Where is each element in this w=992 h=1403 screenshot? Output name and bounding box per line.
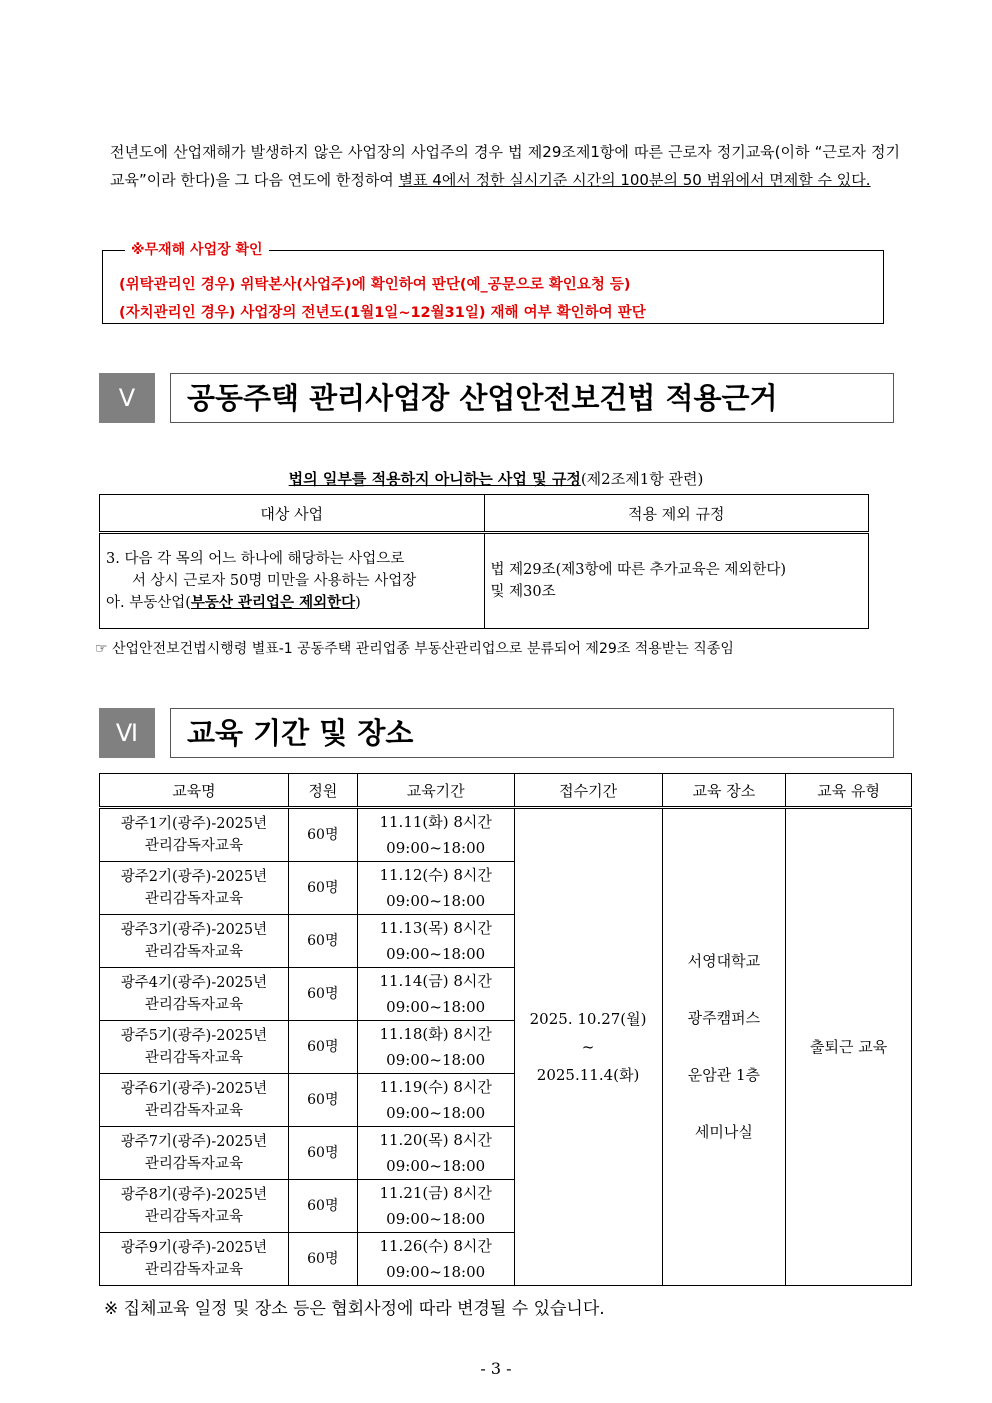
reception-end: 2025.11.4(화): [536, 1066, 640, 1084]
header-period: 교육기간: [357, 774, 514, 808]
period-time: 09:00~18:00: [386, 1051, 486, 1069]
course-name: [100, 1021, 289, 1074]
header-place: 교육 장소: [662, 774, 786, 808]
header-type: 교육 유형: [786, 774, 912, 808]
period-date: 11.14(금) 8시간: [379, 972, 492, 990]
period: [357, 915, 514, 968]
course-name-line-2: 관리감독자교육: [144, 1156, 243, 1172]
period: [357, 1127, 514, 1180]
course-name-line-2: 관리감독자교육: [144, 944, 243, 960]
course-name-line-1: 광주9기(광주)-2025년: [120, 1240, 268, 1256]
period-time: 09:00~18:00: [386, 1263, 486, 1281]
period: [357, 862, 514, 915]
course-name-line-2: 관리감독자교육: [144, 1262, 243, 1278]
course-name-line-1: 광주5기(광주)-2025년: [120, 1028, 268, 1044]
business-line-2: 서 상시 근로자 50명 미만을 사용하는 사업장: [132, 573, 417, 589]
course-name-line-1: 광주8기(광주)-2025년: [120, 1187, 268, 1203]
course-name: [100, 808, 289, 862]
period-date: 11.19(수) 8시간: [379, 1078, 492, 1096]
schedule-header-row: [100, 774, 912, 808]
period-time: 09:00~18:00: [386, 1157, 486, 1175]
period-time: 09:00~18:00: [386, 892, 486, 910]
course-name: [100, 1180, 289, 1233]
business-line-1: 3. 다음 각 목의 어느 하나에 해당하는 사업으로: [106, 551, 405, 567]
course-name-line-1: 광주6기(광주)-2025년: [120, 1081, 268, 1097]
capacity: 60명: [288, 862, 357, 915]
capacity: 60명: [288, 808, 357, 862]
education-place: [662, 808, 786, 1286]
course-name-line-1: 광주3기(광주)-2025년: [120, 922, 268, 938]
law-table-row: [100, 533, 869, 629]
section-5-title: 공동주택 관리사업장 산업안전보건법 적용근거: [170, 373, 894, 423]
accident-free-check-box: [102, 242, 884, 324]
law-table-header-row: [100, 495, 869, 533]
course-name-line-2: 관리감독자교육: [144, 1209, 243, 1225]
exemption-text: 전년도에 산업재해가 발생하지 않은 사업장의 사업주의 경우 법 제29조제1항에 따른 근로자 정기교육(이하 “근로자 정기교육”이라 한다)을 그 다음 연도에 한정하여: [110, 143, 900, 189]
reference-note: ☞ 산업안전보건법시행령 별표-1 공동주택 관리업종 부동산관리업으로 분류되어 제29조 적용받는 직종임: [95, 641, 734, 657]
capacity: 60명: [288, 1021, 357, 1074]
business-line-3-prefix: 아. 부동산업(: [106, 595, 191, 611]
period-date: 11.13(목) 8시간: [379, 919, 492, 937]
header-course-name: 교육명: [100, 774, 289, 808]
period-date: 11.20(목) 8시간: [379, 1131, 492, 1149]
period-date: 11.26(수) 8시간: [379, 1237, 492, 1255]
schedule-table: [99, 773, 912, 1286]
course-name-line-1: 광주2기(광주)-2025년: [120, 869, 268, 885]
capacity: 60명: [288, 1233, 357, 1286]
law-table-header-business: 대상 사업: [100, 495, 485, 533]
capacity: 60명: [288, 1074, 357, 1127]
course-name-line-2: 관리감독자교육: [144, 891, 243, 907]
law-exemption-table: [99, 494, 869, 629]
header-reception: 접수기간: [514, 774, 662, 808]
reception-separator: ~: [581, 1038, 595, 1056]
course-name-line-2: 관리감독자교육: [144, 997, 243, 1013]
schedule-footnote: ※ 집체교육 일정 및 장소 등은 협회사정에 따라 변경될 수 있습니다.: [104, 1299, 605, 1319]
period-date: 11.18(화) 8시간: [379, 1025, 492, 1043]
law-table-exclusion-cell: [484, 533, 868, 629]
place-line-2: 광주캠퍼스: [687, 1009, 761, 1027]
course-name-line-1: 광주7기(광주)-2025년: [120, 1134, 268, 1150]
exclusion-line-1: 법 제29조(제3항에 따른 추가교육은 제외한다): [490, 562, 787, 578]
place-line-3: 운암관 1층: [687, 1066, 761, 1084]
period-time: 09:00~18:00: [386, 1210, 486, 1228]
table-row: [100, 808, 912, 862]
capacity: 60명: [288, 1180, 357, 1233]
period: [357, 1021, 514, 1074]
notice-title: ※무재해 사업장 확인: [125, 241, 269, 259]
period: [357, 968, 514, 1021]
period-time: 09:00~18:00: [386, 998, 486, 1016]
course-name: [100, 1127, 289, 1180]
period-date: 11.21(금) 8시간: [379, 1184, 492, 1202]
course-name: [100, 915, 289, 968]
section-5-number: Ⅴ: [99, 373, 155, 423]
law-table-business-cell: [100, 533, 485, 629]
period-time: 09:00~18:00: [386, 1104, 486, 1122]
education-type: 출퇴근 교육: [786, 808, 912, 1286]
course-name-line-2: 관리감독자교육: [144, 838, 243, 854]
law-table-caption-note: (제2조제1항 관련): [580, 470, 704, 488]
section-6-number: Ⅵ: [99, 708, 155, 758]
period: [357, 1180, 514, 1233]
course-name: [100, 862, 289, 915]
notice-line-self-managed: (자치관리인 경우) 사업장의 전년도(1월1일~12월31일) 재해 여부 확인하여 판단: [119, 305, 646, 321]
period: [357, 1074, 514, 1127]
law-table-header-exclusion: 적용 제외 규정: [484, 495, 868, 533]
exemption-text-underlined: 별표 4에서 정한 실시기준 시간의 100분의 50 범위에서 면제할 수 있다.: [398, 171, 871, 189]
business-line-3-bold: 부동산 관리업은 제외한다: [190, 594, 356, 611]
law-table-caption: [0, 468, 992, 490]
course-name-line-1: 광주1기(광주)-2025년: [120, 816, 268, 832]
course-name: [100, 1074, 289, 1127]
capacity: 60명: [288, 968, 357, 1021]
notice-line-outsourced: (위탁관리인 경우) 위탁본사(사업주)에 확인하여 판단(예_공문으로 확인요청 등): [119, 277, 631, 293]
business-line-3-suffix: ): [355, 595, 361, 611]
business-line-3: [106, 592, 478, 614]
reception-period: [514, 808, 662, 1286]
course-name-line-2: 관리감독자교육: [144, 1050, 243, 1066]
place-line-4: 세미나실: [694, 1123, 753, 1141]
period: [357, 1233, 514, 1286]
section-6-title: 교육 기간 및 장소: [170, 708, 894, 758]
place-line-1: 서영대학교: [687, 952, 761, 970]
capacity: 60명: [288, 915, 357, 968]
law-table-caption-title: 법의 일부를 적용하지 아니하는 사업 및 규정: [288, 470, 581, 488]
reception-start: 2025. 10.27(월): [529, 1010, 647, 1028]
period-time: 09:00~18:00: [386, 839, 486, 857]
period: [357, 808, 514, 862]
exclusion-line-2: 및 제30조: [490, 584, 556, 600]
header-capacity: 정원: [288, 774, 357, 808]
course-name: [100, 1233, 289, 1286]
course-name-line-2: 관리감독자교육: [144, 1103, 243, 1119]
period-date: 11.12(수) 8시간: [379, 866, 492, 884]
course-name: [100, 968, 289, 1021]
period-date: 11.11(화) 8시간: [379, 813, 492, 831]
exemption-paragraph: [110, 138, 900, 194]
capacity: 60명: [288, 1127, 357, 1180]
page-number: - 3 -: [480, 1359, 512, 1378]
period-time: 09:00~18:00: [386, 945, 486, 963]
course-name-line-1: 광주4기(광주)-2025년: [120, 975, 268, 991]
